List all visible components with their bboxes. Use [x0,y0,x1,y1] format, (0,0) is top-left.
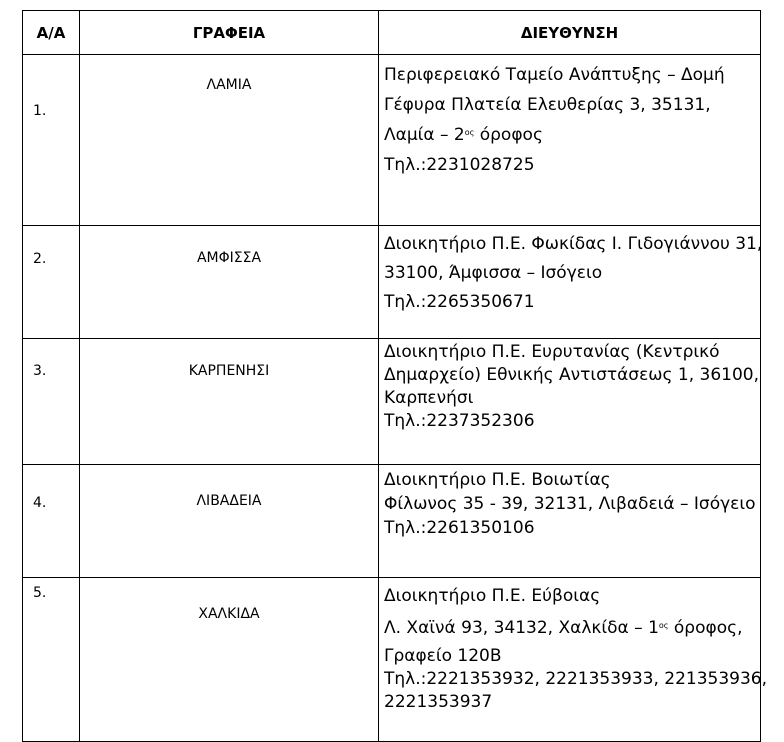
address-line: Διοικητήριο Π.Ε. Φωκίδας Ι. Γιδογιάννου 31, [384,234,763,254]
phone-line: Τηλ.:2237352306 [384,411,535,431]
offices-table [22,10,768,742]
office-name: ΚΑΡΠΕΝΗΣΙ [80,339,379,465]
ordinal-suffix: ος [658,621,669,630]
address-line: Καρπενήσι [384,388,474,408]
office-address [379,465,761,578]
office-address [379,339,761,465]
office-address [379,55,761,226]
table-row [23,339,761,465]
address-line: Διοικητήριο Π.Ε. Βοιωτίας [384,470,611,490]
address-text: όροφος, [668,618,743,638]
row-number: 5. [23,578,80,742]
table-row [23,578,761,742]
phone-line: Τηλ.:2221353932, 2221353933, 221353936, [384,669,768,689]
address-line: Διοικητήριο Π.Ε. Ευρυτανίας (Κεντρικό [384,342,720,362]
table-header-row [23,11,761,55]
address-line: Γέφυρα Πλατεία Ελευθερίας 3, 35131, [384,95,711,115]
phone-line: Τηλ.:2265350671 [384,292,535,312]
address-line [384,120,758,150]
address-line: 33100, Άμφισσα – Ισόγειο [384,263,603,283]
header-address: ΔΙΕΥΘΥΝΣΗ [379,11,761,55]
header-number: Α/Α [23,11,80,55]
address-line: Διοικητήριο Π.Ε. Εύβοιας [384,586,601,606]
row-number: 3. [23,339,80,465]
address-line [384,611,758,645]
phone-line: Τηλ.:2261350106 [384,518,535,538]
address-line: Δημαρχείο) Εθνικής Αντιστάσεως 1, 36100, [384,365,759,385]
address-text: Λαμία – 2 [384,125,465,145]
office-name: ΑΜΦΙΣΣΑ [80,226,379,339]
row-number: 2. [23,226,80,339]
address-text: όροφος [474,125,543,145]
address-line: Γραφείο 120Β [384,646,502,666]
row-number: 4. [23,465,80,578]
office-name: ΧΑΛΚΙΔΑ [80,578,379,742]
ordinal-suffix: ος [464,128,475,137]
office-name: ΛΙΒΑΔΕΙΑ [80,465,379,578]
offices-table-container [22,10,768,742]
office-name: ΛΑΜΙΑ [80,55,379,226]
table-row [23,465,761,578]
table-row [23,55,761,226]
office-address [379,578,768,742]
office-address [379,226,761,339]
phone-line: 2221353937 [384,692,493,712]
row-number: 1. [23,55,80,226]
address-line: Φίλωνος 35 - 39, 32131, Λιβαδειά – Ισόγειο [384,494,756,514]
table-row [23,226,761,339]
header-offices: ΓΡΑΦΕΙΑ [80,11,379,55]
phone-line: Τηλ.:2231028725 [384,155,535,175]
address-text: Λ. Χαϊνά 93, 34132, Χαλκίδα – 1 [384,618,659,638]
address-line: Περιφερειακό Ταμείο Ανάπτυξης – Δομή [384,65,725,85]
